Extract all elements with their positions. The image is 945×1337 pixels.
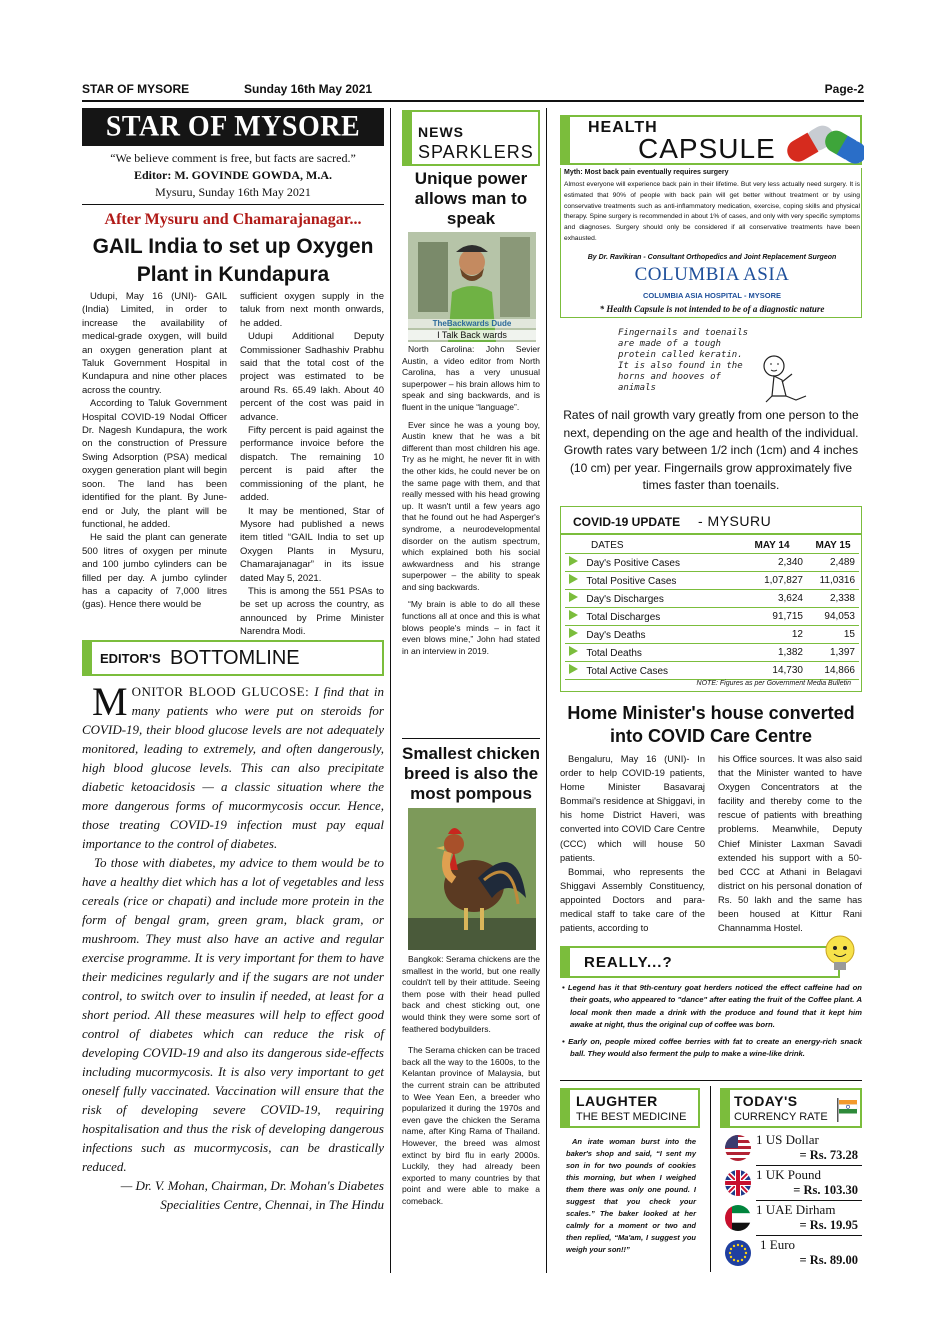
covid-value: 1,07,827 xyxy=(764,575,803,587)
currency-value: = Rs. 73.28 xyxy=(799,1148,858,1162)
currency-label-box xyxy=(720,1088,862,1128)
covid-label-b: - MYSURU xyxy=(698,513,772,529)
sparklers-label-box xyxy=(402,110,540,166)
covid-row xyxy=(565,626,859,644)
sparkler1-body xyxy=(402,344,540,657)
covid-row xyxy=(565,644,859,662)
covid-box xyxy=(560,506,862,692)
home-column-1 xyxy=(560,752,705,935)
editorial-label-b: BOTTOMLINE xyxy=(170,647,300,669)
sparkler2-headline: Smallest chicken breed is also the most pompous xyxy=(402,744,540,803)
covid-header-dates: DATES xyxy=(591,539,624,551)
lead-paragraph: sufficient oxygen supply in the taluk from next month onwards, he added. xyxy=(240,291,384,329)
arrow-icon xyxy=(569,592,578,602)
covid-value: 1,397 xyxy=(829,647,855,659)
covid-value: 94,053 xyxy=(824,611,855,623)
lead-paragraph: This is among the 551 PSAs to be set up across the country, as announced by Prime Minister Narendra Modi. xyxy=(240,585,384,638)
covid-value: 1,382 xyxy=(777,647,803,659)
sparkler1-photo xyxy=(408,232,536,342)
lead-column-2 xyxy=(240,290,384,639)
nails-caption: Rates of nail growth vary greatly from one person to the next, depending on the age and health of the individual. Growth rates vary between 1/2 inch (1cm) and 4 inches (10 cm) per year. Fingernails grow approximately five times faster than toenails. xyxy=(563,408,859,493)
currency-label-a: TODAY'S xyxy=(734,1093,798,1109)
covid-header-may14: MAY 14 xyxy=(754,539,790,551)
column-rule xyxy=(546,108,547,1273)
covid-value: 11,0316 xyxy=(819,575,855,587)
health-label-box xyxy=(560,115,862,165)
home-paragraph: his Office sources. It was also said that the Minister wanted to have Oxygen Concentrators at the facility and thereby come to the rescue of patients with breathing problems. Meanwhile, Deputy Chief Minister Laxman Savadi extended his support with a 50-bed CCC at Athani in Belagavi district on his personal donation of Rs. 50 lakh and the same has been housed at Kittur Rani Channamma Hostel. xyxy=(718,754,862,934)
eu-flag-icon xyxy=(724,1239,752,1267)
masthead-title: STAR OF MYSORE xyxy=(105,110,361,143)
covid-value: 3,624 xyxy=(777,593,803,605)
divider xyxy=(756,1200,862,1201)
india-flag-icon xyxy=(836,1098,858,1122)
lead-paragraph: According to Taluk Government Hospital COVID-19 Nodal Officer Dr. Nagesh Kundapura, the work on the construction of Pressure Swing Adsorption (PSA) medical oxygen generation plant will begin soon. The land has been identified for the plant. By June-end or July, the plant will be functional, he added. xyxy=(82,398,227,530)
covid-row-label: Day's Positive Cases xyxy=(586,558,680,570)
sparklers-label-a: NEWS xyxy=(418,124,464,140)
currency-name: 1 UAE Dirham xyxy=(756,1202,836,1217)
arrow-icon xyxy=(569,556,578,566)
divider xyxy=(756,1165,862,1166)
sparkler2-body xyxy=(402,954,540,1207)
lead-kicker: After Mysuru and Chamarajanagar... xyxy=(104,211,362,228)
covid-value: 2,340 xyxy=(777,557,803,569)
hospital-logo: COLUMBIA ASIA xyxy=(634,264,790,285)
covid-row-label: Total Discharges xyxy=(586,612,661,624)
column-rule xyxy=(390,108,391,1273)
covid-label-row xyxy=(561,507,861,535)
label-accent xyxy=(404,112,412,164)
currency-name: 1 Euro xyxy=(760,1237,796,1252)
covid-row-label: Day's Deaths xyxy=(586,630,646,642)
sparkler-paragraph: North Carolina: John Sevier Austin, a video editor from North Carolina, has a very unusual superpower – his brain allows him to speak and sing backwards, and is fluent in the unique “language”. xyxy=(402,344,540,412)
sparkler2-photo xyxy=(408,808,536,950)
laughter-label-box xyxy=(560,1088,700,1128)
covid-row-label: Total Deaths xyxy=(586,648,642,660)
currency-value: = Rs. 103.30 xyxy=(793,1183,858,1197)
covid-label-a: COVID-19 UPDATE xyxy=(573,515,681,529)
health-disclaimer: * Health Capsule is not intended to be of a diagnostic nature xyxy=(599,304,825,314)
editorial-body xyxy=(82,679,384,1214)
editorial-dropcap: M xyxy=(92,679,128,724)
editorial-lead-caps: ONITOR BLOOD GLUCOSE: xyxy=(131,684,310,699)
covid-value: 15 xyxy=(843,629,855,641)
divider xyxy=(560,1080,862,1081)
lead-paragraph: Udupi Additional Deputy Commissioner Sadhashiv Prabhu said that the total cost of the project was estimated to be around Rs. 65.49 lakh. About 40 percent of the cost was paid in advance. xyxy=(240,331,384,423)
covid-row-label: Day's Discharges xyxy=(586,594,664,606)
lead-paragraph: Fifty percent is paid against the performance invoice before the dispatch. The remaining 10 percent is paid after the commissioning of the plant, he added. xyxy=(240,425,384,504)
home-paragraph: Bommai, who represents the Shiggavi Assembly Constituency, appointed Doctors and para-medical staff to take care of the patients, according to xyxy=(560,866,705,934)
editorial-para: To those with diabetes, my advice to them would be to have a healthy diet which has a lot of vegetables and less cereals (rice or chapati) and include more protein in the form of bengal gram, green gram, black gram, or mushroom. They must also have an active and regular exercise programme. It is very important for them to have their medicines regularly and if the sugars are not under control, to switch over to insulin if needed, at least for a short period. All these measures will help to effect good control of diabetes which can reduce the risk of developing COVID-19 and also its dangerous side-effects including mucormycosis. It is also very important to get oneself fully vaccinated. Vaccination will ensure that the risk of developing severe COVID-19, requiring hospitalisation and thus the risk of developing dangerous infections such as mucormycosis, can be drastically reduced. xyxy=(82,855,384,1174)
home-paragraph: Bengaluru, May 16 (UNI)- In order to help COVID-19 patients, Home Minister Basavaraj Bommai's residence at Shiggavi, in his home District Haveri, was converted into COVID Care Centre (CCC) which will house 50 patients. xyxy=(560,754,705,863)
currency-name: 1 UK Pound xyxy=(756,1167,822,1182)
covid-row xyxy=(565,554,859,572)
sparkler-paragraph: Bangkok: Serama chickens are the smallest in the world, but one really couldn't tell by their attitude. Seeing them pose with their head pulled back and chest sticking out, one would think they were some sort of feathered bodybuilders. xyxy=(402,954,540,1034)
hospital-name: COLUMBIA ASIA HOSPITAL - MYSORE xyxy=(642,291,782,300)
laughter-label-b: THE BEST MEDICINE xyxy=(576,1111,687,1123)
really-item: • Legend has it that 9th-century goat herders noticed the effect caffeine had on their goats, who appeared to "dance" after eating the fruit of the Coffee plant. A local monk then made a drink with the produce and found that it kept him awake at night, thus the original cup of coffee was born. xyxy=(562,983,863,1030)
lead-paragraph: He said the plant can generate 500 litres of oxygen per minute and 100 jumbo cylinders can be filled per day. A jumbo cylinder has a capacity of 7,000 litres (gas). Hence there would be xyxy=(82,532,227,611)
chicken-photo-icon xyxy=(408,808,536,950)
label-accent xyxy=(562,948,570,976)
arrow-icon xyxy=(569,646,578,656)
arrow-icon xyxy=(569,610,578,620)
covid-value: 14,730 xyxy=(772,665,803,677)
photo-caption: TheBackwards Dude xyxy=(408,319,536,328)
covid-row xyxy=(565,662,859,680)
currency-label-b: CURRENCY RATE xyxy=(734,1111,828,1123)
sparkler-paragraph: The Serama chicken can be traced back all the way to the 1600s, to the Kelantan province of Malaysia, but the current strain can be attributed to Wee Yean Een, a breeder who popularized it during the 1970s and even gave the chicken the Serama name, after King Rama of Thailand. However, the breed was almost extinct by bird flu in early 2000s. Luckily, they had already been exported to many countries by that point and were able to make a comeback. xyxy=(402,1045,540,1206)
covid-header-may15: MAY 15 xyxy=(815,539,851,551)
masthead-editor: Editor: M. GOVINDE GOWDA, M.A. xyxy=(134,168,332,182)
label-accent xyxy=(562,117,570,163)
covid-row xyxy=(565,590,859,608)
header-date: Sunday 16th May 2021 xyxy=(244,82,373,96)
sparkler-paragraph: Ever since he was a young boy, Austin knew that he was a bit different than most children his age. Try as he might, he never fit in with the other kids, he could never be on the same page with them, and that really messed with his head growing up. It wasn't until a few years ago that he found out he had Asperger's syndrome, a neurodevelopmental disorder on the autism spectrum, which explained both his social awkwardness and his strange superpower – the ability to speak and sing backwards. xyxy=(402,419,540,592)
page-header xyxy=(82,82,864,100)
masthead-motto: “We believe comment is free, but facts are sacred.” xyxy=(110,151,356,165)
editorial-label-a: EDITOR'S xyxy=(100,651,161,666)
covid-value: 2,489 xyxy=(829,557,855,569)
health-label-a: HEALTH xyxy=(588,119,658,136)
currency-row xyxy=(720,1237,862,1271)
sparkler1-headline: Unique power allows man to speak xyxy=(414,169,528,228)
lightbulb-icon xyxy=(818,932,862,976)
covid-value: 91,715 xyxy=(772,611,803,623)
divider xyxy=(402,738,540,739)
lead-paragraph: It may be mentioned, Star of Mysore had published a news item titled “GAIL India to set up Oxygen Plants in Mysuru, Chamarajanagar” in its issue dated May 5, 2021. xyxy=(240,505,384,584)
laughter-label-a: LAUGHTER xyxy=(576,1093,658,1109)
covid-row-label: Total Positive Cases xyxy=(586,576,677,588)
covid-row xyxy=(565,572,859,590)
currency-row xyxy=(720,1132,862,1166)
photo-caption: I Talk Back wards xyxy=(408,330,536,340)
masthead-banner xyxy=(82,108,384,146)
us-flag-icon xyxy=(724,1134,752,1162)
home-headline: Home Minister's house converted into COVID Care Centre xyxy=(567,703,855,746)
header-page-number: Page-2 xyxy=(824,82,864,96)
covid-note: NOTE: Figures as per Government Media Bulletin xyxy=(696,680,851,687)
thinking-man-icon xyxy=(752,352,822,404)
header-paper-name: STAR OF MYSORE xyxy=(82,82,190,96)
laughter-joke: An irate woman burst into the baker's shop and said, “I sent my son in for two pounds of cookies this morning, but when I weighed them there was only one pound. I suggest that you check your scales.” The baker looked at her calmly for a moment or two and then replied, “Ma'am, I suggest you weigh your son!!” xyxy=(566,1137,696,1254)
currency-name: 1 US Dollar xyxy=(756,1132,819,1147)
editorial-signature: — Dr. V. Mohan, Chairman, Dr. Mohan's Diabetes Specialities Centre, Chennai, in The Hindu xyxy=(120,1178,384,1212)
capsule-pills-icon xyxy=(780,115,864,167)
really-list xyxy=(560,982,862,1060)
sparkler-paragraph: “My brain is able to do all these functions all at once and this is what blows people's minds – in fact it even blows mine,” John had stated in an interview in 2019. xyxy=(402,599,540,656)
health-body: Almost everyone will experience back pain in their lifetime. But very less actually need surgery. It is estimated that 90% of people with back pain will get better without treatment or by using conservative treatments such as anti-inflammatory medication, exercise, coping skills and physical therapy. Spine surgery is recommended in about 1% of cases, and only with very specific symptoms and diagnoses. Surgery should only be considered if all conservative treatments have been exhausted. xyxy=(564,181,860,242)
masthead-dateline: Mysuru, Sunday 16th May 2021 xyxy=(155,185,311,199)
column-rule xyxy=(710,1086,711,1272)
lead-headline: GAIL India to set up Oxygen Plant in Kundapura xyxy=(92,235,374,286)
label-accent xyxy=(722,1090,730,1126)
covid-table xyxy=(565,537,859,680)
divider xyxy=(756,1235,862,1236)
arrow-icon xyxy=(569,574,578,584)
health-byline: By Dr. Ravikiran - Consultant Orthopedics and Joint Replacement Surgeon xyxy=(587,254,837,261)
health-label-b: CAPSULE xyxy=(638,133,776,164)
currency-value: = Rs. 89.00 xyxy=(799,1253,858,1267)
covid-row-label: Total Active Cases xyxy=(586,666,669,678)
really-item-text: Early on, people mixed coffee berries with fat to create an energy-rich snack ball. They would also ferment the pulp to make a wine-like drink. xyxy=(568,1036,862,1059)
really-item-text: Legend has it that 9th-century goat herders noticed the effect caffeine had on their goats, who appeared to "dance" after eating the fruit of the Coffee plant. A local monk then made a drink with the produce and found that it kept him awake at night, thus the original cup of coffee was born. xyxy=(567,983,863,1030)
header-rule xyxy=(82,100,864,102)
really-label: REALLY...? xyxy=(584,954,673,971)
arrow-icon xyxy=(569,628,578,638)
editorial-para: I find that in many patients who were put on steroids for COVID-19, their blood glucose levels are not adequately monitored, leading to extremely, and often dangerously, high blood glucose levels. This can also precipitate diabetic ketoacidosis — a classic situation where the more dangerous forms of mucormycosis occur. Hence, those treating COVID-19 infection must pay equal importance to the control of diabetes. xyxy=(82,684,384,851)
currency-row xyxy=(720,1167,862,1201)
lead-column-1 xyxy=(82,290,227,612)
sparklers-label-b: SPARKLERS xyxy=(418,142,534,162)
uk-flag-icon xyxy=(724,1169,752,1197)
masthead-info xyxy=(82,150,384,201)
uae-flag-icon xyxy=(724,1204,752,1232)
really-label-box xyxy=(560,946,840,978)
label-accent xyxy=(84,642,92,674)
currency-row xyxy=(720,1202,862,1236)
covid-value: 12 xyxy=(791,629,803,641)
nails-doodle-text: Fingernails and toenails are made of a tough protein called keratin. It is also found in the horns and hooves of animals xyxy=(618,328,749,393)
currency-value: = Rs. 19.95 xyxy=(799,1218,858,1232)
lead-paragraph: Udupi, May 16 (UNI)- GAIL (India) Limited, in order to increase the availability of medical-grade oxygen, will build an oxygen generation plant at Taluk Government Hospital in Kundapura and nine other places across the country. xyxy=(82,291,227,396)
editorial-label-box xyxy=(82,640,384,676)
covid-row xyxy=(565,608,859,626)
covid-value: 14,866 xyxy=(824,665,855,677)
currency-list xyxy=(720,1132,862,1271)
divider xyxy=(82,204,384,205)
really-item: • Early on, people mixed coffee berries with fat to create an energy-rich snack ball. They would also ferment the pulp to make a wine-like drink. xyxy=(562,1036,862,1059)
arrow-icon xyxy=(569,664,578,674)
home-column-2 xyxy=(718,752,862,935)
health-myth: Myth: Most back pain eventually requires surgery xyxy=(564,169,729,176)
covid-value: 2,338 xyxy=(829,593,855,605)
label-accent xyxy=(562,1090,570,1126)
